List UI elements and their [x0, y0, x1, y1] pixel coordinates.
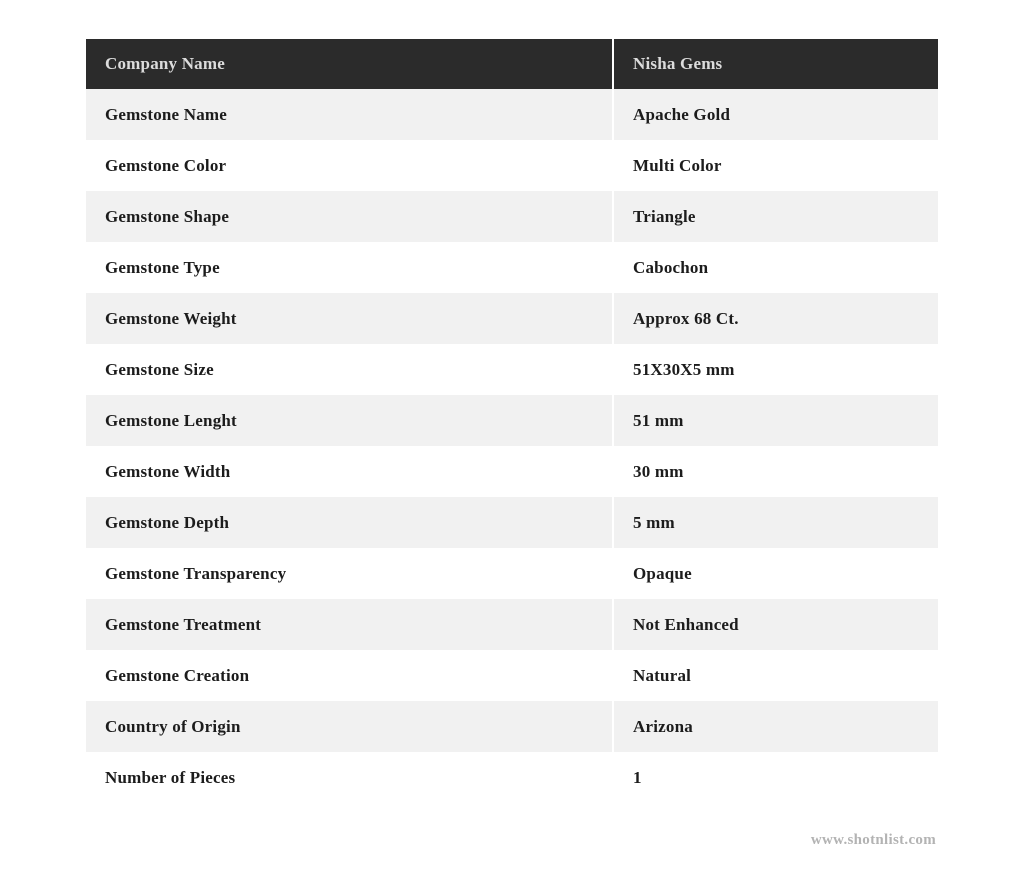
row-value: Opaque: [614, 548, 938, 599]
gemstone-spec-table: [86, 39, 938, 803]
row-label: Gemstone Type: [86, 242, 612, 293]
row-label: Gemstone Lenght: [86, 395, 612, 446]
row-label: Gemstone Transparency: [86, 548, 612, 599]
row-value: 1: [614, 752, 938, 803]
row-value: Not Enhanced: [614, 599, 938, 650]
table-row: [86, 548, 938, 599]
row-label: Gemstone Color: [86, 140, 612, 191]
row-label: Gemstone Width: [86, 446, 612, 497]
row-label: Country of Origin: [86, 701, 612, 752]
table-row: [86, 344, 938, 395]
row-value: 51X30X5 mm: [614, 344, 938, 395]
table-row: [86, 701, 938, 752]
row-value: Arizona: [614, 701, 938, 752]
table-row: [86, 752, 938, 803]
row-label: Number of Pieces: [86, 752, 612, 803]
header-value-cell: Nisha Gems: [614, 39, 938, 89]
row-value: 51 mm: [614, 395, 938, 446]
table-row: [86, 191, 938, 242]
table-row: [86, 497, 938, 548]
row-value: 5 mm: [614, 497, 938, 548]
table-header-row: [86, 39, 938, 89]
table-row: [86, 140, 938, 191]
row-label: Gemstone Name: [86, 89, 612, 140]
watermark: www.shotnlist.com: [810, 832, 936, 848]
table-row: [86, 446, 938, 497]
row-value: Cabochon: [614, 242, 938, 293]
row-value: Triangle: [614, 191, 938, 242]
row-label: Gemstone Depth: [86, 497, 612, 548]
row-label: Gemstone Shape: [86, 191, 612, 242]
table-row: [86, 650, 938, 701]
table-row: [86, 293, 938, 344]
row-value: Apache Gold: [614, 89, 938, 140]
table-row: [86, 89, 938, 140]
row-value: Natural: [614, 650, 938, 701]
row-value: 30 mm: [614, 446, 938, 497]
row-value: Approx 68 Ct.: [614, 293, 938, 344]
row-value: Multi Color: [614, 140, 938, 191]
table-row: [86, 395, 938, 446]
row-label: Gemstone Creation: [86, 650, 612, 701]
header-label-cell: Company Name: [86, 39, 612, 89]
row-label: Gemstone Weight: [86, 293, 612, 344]
table-row: [86, 599, 938, 650]
table-row: [86, 242, 938, 293]
row-label: Gemstone Size: [86, 344, 612, 395]
row-label: Gemstone Treatment: [86, 599, 612, 650]
